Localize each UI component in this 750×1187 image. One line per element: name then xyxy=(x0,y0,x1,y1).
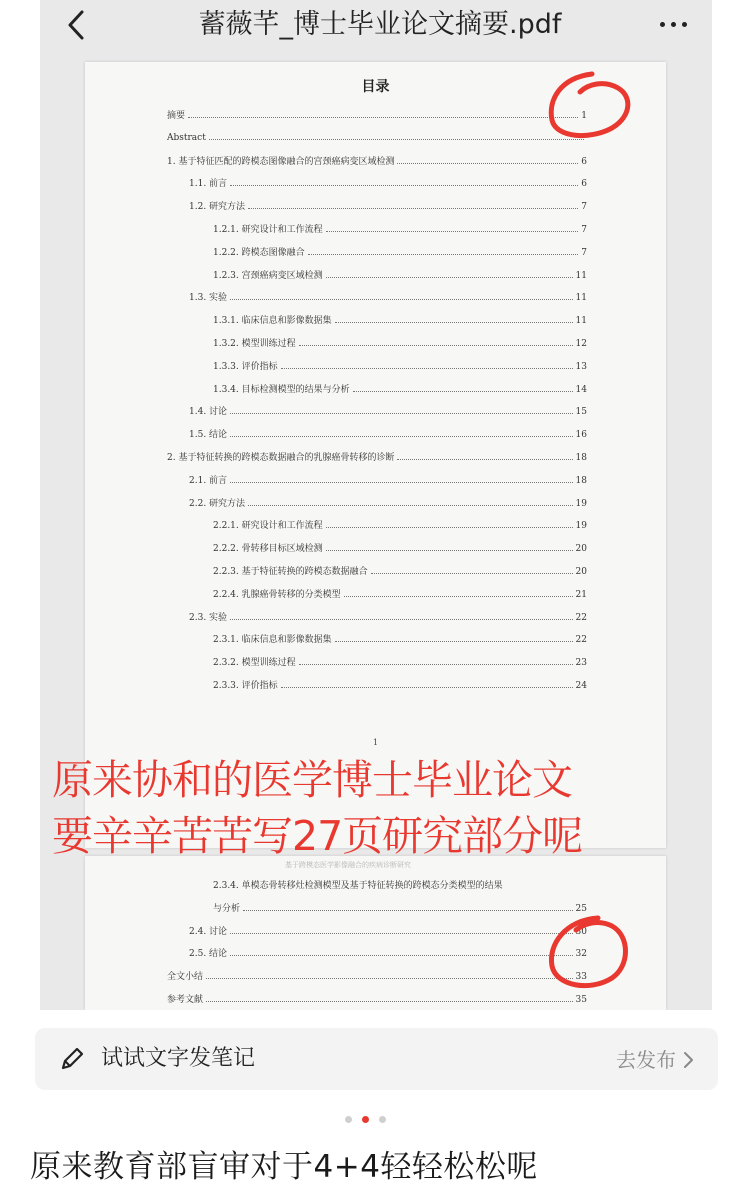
toc-entry-label: 1.3.1. 临床信息和影像数据集 xyxy=(213,316,332,327)
toc-entry xyxy=(189,924,587,940)
toc-leader-dots xyxy=(281,360,573,369)
toc-leader-dots xyxy=(371,565,573,574)
toc-entry-label: 1.3.3. 评价指标 xyxy=(213,361,278,372)
annotation-line: 原来协和的医学博士毕业论文 xyxy=(52,756,572,804)
toc-entry xyxy=(213,222,587,238)
toc-leader-dots xyxy=(248,200,578,209)
toc-entry xyxy=(213,655,587,671)
toc-entry-page: 19 xyxy=(575,498,587,509)
toc-entry-label: 1.1. 前言 xyxy=(189,179,228,190)
toc-entry-page: 18 xyxy=(575,453,587,463)
toc-entry-label: 2.5. 结论 xyxy=(189,949,228,960)
toc-leader-dots xyxy=(335,314,573,323)
toc-entry xyxy=(189,290,587,306)
toc-entry xyxy=(189,610,587,626)
toc-entry-page: 35 xyxy=(575,995,587,1005)
toc-entry xyxy=(213,678,587,694)
toc-leader-dots xyxy=(353,383,573,392)
toc-leader-dots xyxy=(326,542,573,551)
toc-entry-page: 21 xyxy=(575,589,587,600)
toc-entry xyxy=(189,496,587,512)
overlay-annotation xyxy=(52,752,732,864)
toc-leader-dots xyxy=(326,269,573,278)
toc-entry-label: 1. 基于特征匹配的跨模态图像融合的宫颈癌病变区域检测 xyxy=(167,156,395,167)
toc-entry xyxy=(213,382,587,398)
toc-entry-label: 2.2.4. 乳腺癌骨转移的分类模型 xyxy=(213,589,341,600)
action-label: 试试文字发笔记 xyxy=(101,1046,256,1071)
toc-entry-label: 参考文献 xyxy=(167,995,204,1005)
toc-entry-label: 2.2.1. 研究设计和工作流程 xyxy=(213,521,323,532)
toc-entry-label: Abstract xyxy=(167,132,206,143)
carousel-indicator xyxy=(345,1114,395,1124)
chevron-right-icon xyxy=(682,1050,694,1070)
toc-entry-label: 1.5. 结论 xyxy=(189,430,228,441)
toc-leader-dots xyxy=(335,633,573,642)
toc-entry-page: 32 xyxy=(575,949,587,960)
toc-entry xyxy=(167,969,587,985)
toc-entry xyxy=(213,245,587,261)
write-text-note-bar[interactable] xyxy=(35,1028,718,1090)
toc-entry xyxy=(167,450,587,466)
toc-entry-page: 23 xyxy=(575,658,587,669)
file-title: 蓄薇芊_博士毕业论文摘要.pdf xyxy=(198,9,562,40)
toc-entry-page: 11 xyxy=(575,270,587,281)
toc-entry xyxy=(213,541,587,557)
pen-icon xyxy=(59,1046,85,1072)
toc-entry-page: 11 xyxy=(575,293,587,304)
toc-entry xyxy=(213,632,587,648)
toc-entry xyxy=(213,587,587,603)
toc-entry xyxy=(213,878,587,894)
toc-entry-label: 2.3. 实验 xyxy=(189,612,228,623)
toc-entry-page: 22 xyxy=(575,635,587,646)
toc-entry-label: 2.2.2. 骨转移目标区域检测 xyxy=(213,544,323,555)
toc-entry xyxy=(189,176,587,192)
toc-entry-label: 1.3. 实验 xyxy=(189,293,228,304)
toc-leader-dots xyxy=(397,155,578,164)
toc-entry xyxy=(213,901,587,917)
toc-entry-label: 2.2. 研究方法 xyxy=(189,498,246,509)
toc-entry xyxy=(213,564,587,580)
toc-entry xyxy=(167,154,587,170)
toc-entry-label: 2.1. 前言 xyxy=(189,475,228,486)
toc-leader-dots xyxy=(230,925,573,934)
toc-entry-page: 24 xyxy=(575,681,587,691)
toc-leader-dots xyxy=(230,611,573,620)
toc-leader-dots xyxy=(344,588,573,597)
toc-entry-page: 19 xyxy=(575,521,587,532)
toc-entry-page: 1 xyxy=(581,111,587,121)
pdf-page-toc xyxy=(85,62,666,848)
toc-entry-label: 1.2. 研究方法 xyxy=(189,202,246,213)
toc-entry-page: 11 xyxy=(575,316,587,327)
toc-entry-page: 15 xyxy=(575,407,587,418)
toc-entry-page: 7 xyxy=(581,225,587,235)
toc-entry-page: 25 xyxy=(575,903,587,914)
toc-entry-label: 2.3.4. 单模态骨转移灶检测模型及基于特征转换的跨模态分类模型的结果 xyxy=(213,881,503,891)
toc-leader-dots xyxy=(281,679,573,688)
toc-entry xyxy=(213,268,587,284)
toc-entry-page: 22 xyxy=(575,612,587,623)
toc-entry xyxy=(213,518,587,534)
toc-leader-dots xyxy=(243,902,573,911)
toc-entry xyxy=(189,199,587,215)
page-running-header: 基于跨模态医学影像融合的疾病诊断研究 xyxy=(285,861,411,869)
toc-entry-page: 33 xyxy=(575,972,587,983)
toc-entry-page: 18 xyxy=(575,475,587,486)
toc-leader-dots xyxy=(230,474,573,483)
toc-entry-page: 13 xyxy=(575,361,587,372)
toc-entry-label: 2.3.1. 临床信息和影像数据集 xyxy=(213,635,332,646)
toc-leader-dots xyxy=(397,451,572,460)
toc-entry-label: 1.2.3. 宫颈癌病变区域检测 xyxy=(213,270,323,281)
toc-entry-page: 20 xyxy=(575,544,587,555)
chevron-left-icon[interactable] xyxy=(60,8,94,42)
toc-entry xyxy=(189,404,587,420)
carousel-dot[interactable] xyxy=(345,1116,352,1123)
toc-entry-label: 2.4. 讨论 xyxy=(189,926,228,937)
toc-leader-dots xyxy=(326,223,579,232)
toc-entry-label: 1.2.2. 跨模态图像融合 xyxy=(213,247,305,258)
toc-leader-dots xyxy=(299,656,573,665)
toc-entry-page: 6 xyxy=(581,179,587,190)
toc-entry-page: 14 xyxy=(575,384,587,395)
toc-entry-label: 1.3.4. 目标检测模型的结果与分析 xyxy=(213,384,350,395)
toc-leader-dots xyxy=(326,519,573,528)
toc-leader-dots xyxy=(206,993,573,1002)
toc-leader-dots xyxy=(209,131,584,140)
toc-entry xyxy=(213,359,587,375)
toc-entry-page: 30 xyxy=(575,926,587,937)
toc-leader-dots xyxy=(230,428,573,437)
toc-leader-dots xyxy=(299,337,573,346)
toc-title: 目录 xyxy=(361,79,390,95)
toc-leader-dots xyxy=(188,109,578,118)
toc-entry-label: 1.3.2. 模型训练过程 xyxy=(213,339,296,349)
more-dots-icon[interactable] xyxy=(654,18,694,32)
toc-entry-page: 12 xyxy=(575,339,587,349)
toc-entry xyxy=(189,473,587,489)
toc-entry xyxy=(189,946,587,962)
toc-entry xyxy=(213,313,587,329)
toc-entry xyxy=(167,131,587,147)
toc-entry-page: 16 xyxy=(575,430,587,441)
toc-leader-dots xyxy=(206,970,573,979)
toc-entry-label: 2.3.3. 评价指标 xyxy=(213,681,278,691)
toc-entry-label: 全文小结 xyxy=(167,972,204,983)
toc-entry-page: 20 xyxy=(575,567,587,577)
toc-entry-page: 6 xyxy=(581,156,587,167)
toc-entry-label: 与分析 xyxy=(213,903,241,914)
toc-entry-page: 7 xyxy=(581,202,587,213)
toc-entry-label: 1.2.1. 研究设计和工作流程 xyxy=(213,225,323,235)
post-title: 原来教育部盲审对于4+4轻轻松松呢 xyxy=(30,1149,538,1185)
toc-entry-label: 2. 基于特征转换的跨模态数据融合的乳腺癌骨转移的诊断 xyxy=(167,453,395,463)
toc-entry xyxy=(213,336,587,352)
carousel-dot[interactable] xyxy=(362,1116,369,1123)
publish-link[interactable]: 去发布 xyxy=(616,1048,676,1072)
toc-entry-page: 7 xyxy=(581,247,587,258)
toc-leader-dots xyxy=(308,246,579,255)
viewer-topbar xyxy=(40,0,712,52)
toc-leader-dots xyxy=(230,405,573,414)
toc-leader-dots xyxy=(248,497,573,506)
toc-entry xyxy=(167,992,587,1008)
toc-leader-dots xyxy=(230,291,573,300)
toc-entry xyxy=(167,108,587,124)
toc-leader-dots xyxy=(230,177,578,186)
toc-entry-label: 摘要 xyxy=(167,111,186,121)
toc-entry-label: 2.3.2. 模型训练过程 xyxy=(213,658,296,669)
carousel-dot[interactable] xyxy=(379,1116,386,1123)
annotation-line: 要辛辛苦苦写27页研究部分呢 xyxy=(52,812,583,860)
toc-entry-label: 2.2.3. 基于特征转换的跨模态数据融合 xyxy=(213,567,368,577)
pdf-page-toc-continued xyxy=(85,856,666,1010)
toc-entry xyxy=(189,427,587,443)
page-number: 1 xyxy=(372,738,379,747)
toc-leader-dots xyxy=(230,947,573,956)
toc-entry-label: 1.4. 讨论 xyxy=(189,407,228,418)
